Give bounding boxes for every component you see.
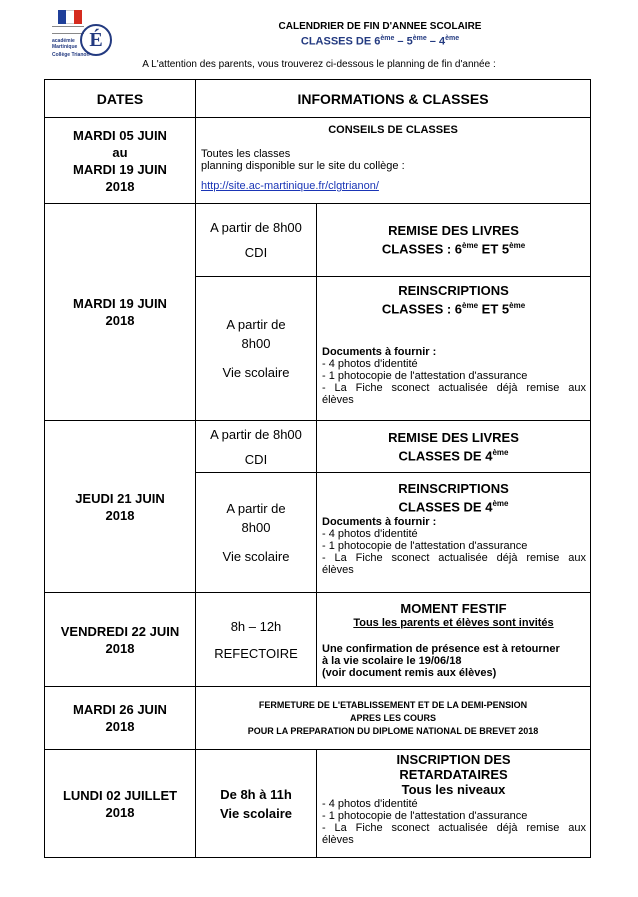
logo-line2: Martinique (52, 44, 78, 50)
table-row (45, 750, 591, 858)
logo-letter: É (80, 24, 112, 56)
row-date: MARDI 05 JUIN au MARDI 19 JUIN 2018 (45, 118, 196, 204)
intro-text: A L'attention des parents, vous trouverez ci-dessous le planning de fin d'année : (142, 59, 496, 70)
row-info: FERMETURE DE L'ETABLISSEMENT ET DE LA DEMI-PENSION APRES LES COURS POUR LA PREPARATION DU DIPLOME NATIONAL DE BREVET 2018 (196, 687, 591, 750)
row-info: INSCRIPTION DES RETARDATAIRES Tous les niveaux - 4 photos d'identité - 1 photocopie de l'attestation d'assurance - La Fiche sconect actualisée déjà remise aux élèves (317, 750, 591, 858)
college-website-link[interactable]: http://site.ac-martinique.fr/clgtrianon/ (201, 180, 379, 192)
table-row (45, 687, 591, 750)
conseils-title: CONSEILS DE CLASSES (328, 124, 458, 136)
row-info: REINSCRIPTIONS CLASSES DE 4ème Documents à fournir : - 4 photos d'identité - 1 photocopie de l'attestation d'assurance - La Fiche sconect actualisée déjà remise aux élèves (317, 473, 591, 593)
table-row (45, 421, 591, 473)
logo-line1: académie (52, 38, 75, 44)
row-date: MARDI 19 JUIN 2018 (45, 204, 196, 421)
row-place: 8h – 12h REFECTOIRE (196, 593, 317, 687)
row-info: CONSEILS DE CLASSES Toutes les classes planning disponible sur le site du collège : http://site.ac-martinique.fr/clgtrianon/ (196, 118, 591, 204)
col-header-info: INFORMATIONS & CLASSES (196, 80, 591, 118)
row-date: MARDI 26 JUIN 2018 (45, 687, 196, 750)
table-row (45, 204, 591, 277)
row-place: A partir de 8h00 Vie scolaire (196, 277, 317, 421)
college-logo (52, 10, 110, 56)
row-info: REMISE DES LIVRES CLASSES DE 4ème (317, 421, 591, 473)
ministere-rule (52, 26, 84, 34)
row-date: VENDREDI 22 JUIN 2018 (45, 593, 196, 687)
table-row (45, 118, 591, 204)
row-date: LUNDI 02 JUILLET 2018 (45, 750, 196, 858)
document-classes: CLASSES DE 6ème – 5ème – 4ème (300, 35, 460, 48)
schedule-table (44, 79, 591, 858)
document-title: CALENDRIER DE FIN D'ANNEE SCOLAIRE (278, 21, 482, 32)
table-row (45, 593, 591, 687)
row-place: A partir de 8h00 CDI (196, 204, 317, 277)
row-date: JEUDI 21 JUIN 2018 (45, 421, 196, 593)
row-info: REMISE DES LIVRES CLASSES : 6ème ET 5ème (317, 204, 591, 277)
col-header-dates: DATES (45, 80, 196, 118)
row-place: De 8h à 11h Vie scolaire (196, 750, 317, 858)
table-header-row (45, 80, 591, 118)
row-place: A partir de 8h00 CDI (196, 421, 317, 473)
row-place: A partir de 8h00 Vie scolaire (196, 473, 317, 593)
french-flag-icon (58, 10, 82, 24)
row-info: MOMENT FESTIF Tous les parents et élèves sont invités Une confirmation de présence est à retourner à la vie scolaire le 19/06/18 (voir document remis aux élèves) (317, 593, 591, 687)
logo-line3: Collège Trianon (52, 52, 90, 58)
row-info: REINSCRIPTIONS CLASSES : 6ème ET 5ème Documents à fournir : - 4 photos d'identité - 1 photocopie de l'attestation d'assurance - La Fiche sconect actualisée déjà remise aux élèves (317, 277, 591, 421)
